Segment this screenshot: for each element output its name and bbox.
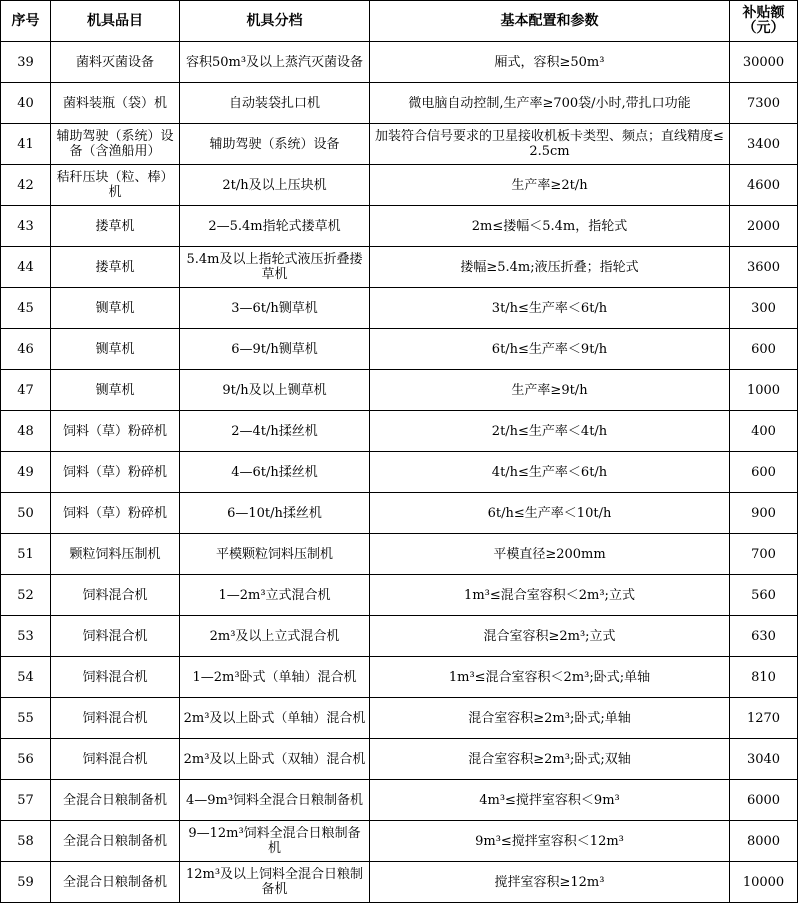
cell-config-text: 搅拌室容积≥12m³ — [494, 874, 605, 890]
cell-no — [1, 42, 51, 83]
cell-category — [180, 288, 370, 329]
cell-item — [51, 780, 180, 821]
cell-category-text: 1—2m³立式混合机 — [218, 587, 331, 603]
cell-config-text: 4t/h≤生产率＜6t/h — [491, 464, 608, 480]
cell-no — [1, 83, 51, 124]
cell-no — [1, 247, 51, 288]
cell-category — [180, 370, 370, 411]
table-row — [1, 42, 798, 83]
cell-config — [370, 821, 730, 862]
cell-item-text: 铡草机 — [95, 300, 135, 316]
cell-config-text: 厢式，容积≥50m³ — [494, 54, 605, 70]
cell-subsidy — [730, 42, 798, 83]
cell-config — [370, 83, 730, 124]
cell-config-text: 2t/h≤生产率＜4t/h — [491, 423, 608, 439]
cell-config-text: 微电脑自动控制,生产率≥700袋/小时,带扎口功能 — [408, 95, 691, 111]
cell-category — [180, 821, 370, 862]
cell-subsidy — [730, 165, 798, 206]
cell-category — [180, 247, 370, 288]
cell-item-text: 秸秆压块（粒、棒）机 — [56, 170, 174, 200]
cell-no-text: 45 — [17, 300, 34, 316]
cell-no-text: 47 — [17, 382, 34, 398]
cell-item-text: 搂草机 — [95, 218, 135, 234]
cell-no — [1, 739, 51, 780]
cell-category-text: 容积50m³及以上蒸汽灭菌设备 — [185, 54, 364, 70]
table-row — [1, 862, 798, 903]
cell-no-text: 53 — [17, 628, 34, 644]
cell-category-text: 12m³及以上饲料全混合日粮制备机 — [185, 867, 364, 897]
cell-config-text: 加装符合信号要求的卫星接收机板卡类型、频点；直线精度≤2.5cm — [375, 129, 724, 159]
cell-config — [370, 657, 730, 698]
cell-subsidy-text: 8000 — [746, 833, 781, 849]
cell-config — [370, 247, 730, 288]
cell-no-text: 44 — [17, 259, 34, 275]
cell-item — [51, 862, 180, 903]
cell-subsidy-text: 1270 — [746, 710, 781, 726]
table-row — [1, 247, 798, 288]
cell-subsidy — [730, 657, 798, 698]
cell-subsidy — [730, 452, 798, 493]
cell-subsidy — [730, 534, 798, 575]
cell-category — [180, 165, 370, 206]
cell-category-text: 1—2m³卧式（单轴）混合机 — [192, 669, 357, 685]
cell-subsidy-text: 3040 — [746, 751, 781, 767]
cell-config — [370, 370, 730, 411]
cell-subsidy — [730, 83, 798, 124]
cell-subsidy — [730, 780, 798, 821]
cell-category-text: 6—9t/h铡草机 — [231, 341, 318, 357]
cell-config-text: 6t/h≤生产率＜10t/h — [487, 505, 612, 521]
cell-item-text: 铡草机 — [95, 382, 135, 398]
cell-config — [370, 329, 730, 370]
table-row — [1, 411, 798, 452]
cell-no — [1, 165, 51, 206]
cell-category — [180, 780, 370, 821]
cell-category — [180, 83, 370, 124]
cell-item — [51, 616, 180, 657]
cell-config — [370, 575, 730, 616]
cell-no — [1, 124, 51, 165]
cell-no — [1, 452, 51, 493]
cell-no-text: 54 — [17, 669, 34, 685]
cell-no-text: 51 — [17, 546, 34, 562]
cell-subsidy — [730, 862, 798, 903]
cell-no-text: 40 — [17, 95, 34, 111]
cell-subsidy-text: 30000 — [742, 54, 785, 70]
cell-config — [370, 780, 730, 821]
cell-no-text: 46 — [17, 341, 34, 357]
cell-subsidy-text: 3400 — [746, 136, 781, 152]
cell-item — [51, 124, 180, 165]
cell-config — [370, 698, 730, 739]
cell-no — [1, 780, 51, 821]
table-row — [1, 206, 798, 247]
cell-category — [180, 657, 370, 698]
cell-no — [1, 206, 51, 247]
cell-subsidy-text: 300 — [751, 300, 776, 316]
cell-category-text: 2—4t/h揉丝机 — [231, 423, 318, 439]
cell-subsidy-text: 4600 — [746, 177, 781, 193]
cell-subsidy-text: 6000 — [746, 792, 781, 808]
cell-category-text: 5.4m及以上指轮式液压折叠搂草机 — [186, 252, 363, 282]
cell-subsidy-text: 700 — [751, 546, 776, 562]
cell-no — [1, 411, 51, 452]
cell-item-text: 菌料灭菌设备 — [75, 54, 154, 70]
cell-category-text: 4—9m³饲料全混合日粮制备机 — [185, 792, 364, 808]
cell-no — [1, 329, 51, 370]
cell-config — [370, 124, 730, 165]
cell-category-text: 2m³及以上卧式（双轴）混合机 — [183, 751, 366, 767]
cell-item-text: 饲料混合机 — [82, 587, 148, 603]
table-row — [1, 165, 798, 206]
cell-config — [370, 493, 730, 534]
cell-item-text: 饲料混合机 — [82, 751, 148, 767]
cell-no — [1, 370, 51, 411]
cell-item — [51, 821, 180, 862]
cell-item — [51, 42, 180, 83]
table-row — [1, 329, 798, 370]
cell-subsidy-text: 600 — [751, 341, 776, 357]
cell-category-text: 平模颗粒饲料压制机 — [215, 546, 333, 562]
table-row — [1, 616, 798, 657]
cell-category-text: 9—12m³饲料全混合日粮制备机 — [188, 826, 361, 856]
cell-no — [1, 616, 51, 657]
cell-category — [180, 206, 370, 247]
cell-config — [370, 534, 730, 575]
cell-subsidy — [730, 411, 798, 452]
cell-category — [180, 329, 370, 370]
cell-category-text: 2m³及以上卧式（单轴）混合机 — [183, 710, 366, 726]
cell-config — [370, 206, 730, 247]
cell-item — [51, 575, 180, 616]
table-body — [1, 42, 798, 903]
cell-item — [51, 206, 180, 247]
cell-no-text: 41 — [17, 136, 34, 152]
cell-no — [1, 698, 51, 739]
cell-config — [370, 452, 730, 493]
cell-item — [51, 329, 180, 370]
cell-item-text: 饲料混合机 — [82, 628, 148, 644]
cell-category — [180, 575, 370, 616]
cell-item — [51, 657, 180, 698]
cell-subsidy — [730, 206, 798, 247]
table-header — [1, 1, 798, 42]
cell-item — [51, 165, 180, 206]
cell-subsidy-text: 2000 — [746, 218, 781, 234]
cell-config-text: 1m³≤混合室容积＜2m³;卧式;单轴 — [448, 669, 651, 685]
cell-item — [51, 370, 180, 411]
cell-config — [370, 42, 730, 83]
cell-item-text: 饲料（草）粉碎机 — [62, 423, 167, 439]
cell-subsidy-text: 1000 — [746, 382, 781, 398]
cell-subsidy-text: 810 — [751, 669, 776, 685]
cell-category — [180, 411, 370, 452]
table-row — [1, 657, 798, 698]
cell-no — [1, 575, 51, 616]
table-row — [1, 452, 798, 493]
cell-no-text: 39 — [17, 54, 34, 70]
header-item: 机具品目 — [51, 1, 180, 42]
cell-config — [370, 739, 730, 780]
cell-no-text: 43 — [17, 218, 34, 234]
table-row — [1, 739, 798, 780]
cell-config — [370, 862, 730, 903]
cell-no-text: 48 — [17, 423, 34, 439]
cell-no-text: 55 — [17, 710, 34, 726]
cell-no-text: 50 — [17, 505, 34, 521]
cell-category-text: 2t/h及以上压块机 — [222, 177, 327, 193]
cell-config-text: 9m³≤搅拌室容积＜12m³ — [475, 833, 624, 849]
cell-item — [51, 83, 180, 124]
cell-subsidy — [730, 698, 798, 739]
cell-subsidy-text: 400 — [751, 423, 776, 439]
cell-subsidy — [730, 821, 798, 862]
cell-category — [180, 124, 370, 165]
cell-subsidy-text: 630 — [751, 628, 776, 644]
cell-config — [370, 411, 730, 452]
cell-item — [51, 411, 180, 452]
cell-no — [1, 493, 51, 534]
cell-item-text: 菌料装瓶（袋）机 — [62, 95, 167, 111]
cell-category-text: 辅助驾驶（系统）设备 — [209, 136, 340, 152]
table-row — [1, 575, 798, 616]
table-row — [1, 493, 798, 534]
cell-subsidy-text: 3600 — [746, 259, 781, 275]
table-row — [1, 780, 798, 821]
cell-item — [51, 698, 180, 739]
cell-item-text: 全混合日粮制备机 — [62, 833, 167, 849]
cell-category — [180, 452, 370, 493]
cell-subsidy-text: 600 — [751, 464, 776, 480]
cell-config-text: 生产率≥2t/h — [511, 177, 588, 193]
cell-config-text: 搂幅≥5.4m;液压折叠；指轮式 — [460, 259, 639, 275]
cell-category — [180, 493, 370, 534]
cell-no — [1, 534, 51, 575]
cell-no — [1, 288, 51, 329]
header-config: 基本配置和参数 — [370, 1, 730, 42]
cell-subsidy — [730, 288, 798, 329]
cell-subsidy-text: 7300 — [746, 95, 781, 111]
cell-subsidy-text: 900 — [751, 505, 776, 521]
cell-no-text: 59 — [17, 874, 34, 890]
cell-config-text: 混合室容积≥2m³;立式 — [483, 628, 616, 644]
cell-no-text: 52 — [17, 587, 34, 603]
cell-item — [51, 493, 180, 534]
cell-config-text: 2m≤搂幅＜5.4m，指轮式 — [471, 218, 628, 234]
cell-category — [180, 616, 370, 657]
cell-item-text: 饲料（草）粉碎机 — [62, 464, 167, 480]
cell-item-text: 全混合日粮制备机 — [62, 792, 167, 808]
cell-subsidy-text: 10000 — [742, 874, 785, 890]
cell-subsidy — [730, 616, 798, 657]
cell-item-text: 饲料（草）粉碎机 — [62, 505, 167, 521]
table-row — [1, 534, 798, 575]
cell-subsidy — [730, 124, 798, 165]
cell-subsidy — [730, 329, 798, 370]
cell-category-text: 自动装袋扎口机 — [228, 95, 320, 111]
cell-category — [180, 698, 370, 739]
cell-category — [180, 862, 370, 903]
cell-no — [1, 821, 51, 862]
cell-config-text: 平模直径≥200mm — [493, 546, 606, 562]
cell-category — [180, 739, 370, 780]
cell-subsidy — [730, 575, 798, 616]
cell-no-text: 56 — [17, 751, 34, 767]
cell-item-text: 辅助驾驶（系统）设备（含渔船用） — [56, 129, 174, 159]
cell-item — [51, 288, 180, 329]
cell-category-text: 4—6t/h揉丝机 — [231, 464, 318, 480]
header-subsidy: 补贴额（元） — [730, 1, 798, 42]
cell-item-text: 全混合日粮制备机 — [62, 874, 167, 890]
cell-item-text: 饲料混合机 — [82, 710, 148, 726]
cell-item-text: 铡草机 — [95, 341, 135, 357]
cell-no — [1, 657, 51, 698]
table-row — [1, 288, 798, 329]
cell-no-text: 58 — [17, 833, 34, 849]
table-row — [1, 124, 798, 165]
cell-category-text: 2m³及以上立式混合机 — [209, 628, 340, 644]
cell-config-text: 混合室容积≥2m³;卧式;双轴 — [468, 751, 631, 767]
cell-item-text: 颗粒饲料压制机 — [69, 546, 161, 562]
cell-config-text: 3t/h≤生产率＜6t/h — [491, 300, 608, 316]
cell-subsidy-text: 560 — [751, 587, 776, 603]
header-row — [1, 1, 798, 42]
header-no: 序号 — [1, 1, 51, 42]
cell-no — [1, 862, 51, 903]
cell-category-text: 6—10t/h揉丝机 — [227, 505, 322, 521]
cell-config — [370, 616, 730, 657]
cell-config-text: 混合室容积≥2m³;卧式;单轴 — [468, 710, 631, 726]
cell-config-text: 4m³≤搅拌室容积＜9m³ — [479, 792, 620, 808]
table-row — [1, 698, 798, 739]
cell-subsidy — [730, 739, 798, 780]
cell-category-text: 3—6t/h铡草机 — [231, 300, 318, 316]
cell-item — [51, 739, 180, 780]
cell-no-text: 57 — [17, 792, 34, 808]
cell-item-text: 搂草机 — [95, 259, 135, 275]
cell-subsidy — [730, 247, 798, 288]
cell-category-text: 2—5.4m指轮式搂草机 — [208, 218, 341, 234]
table-row — [1, 370, 798, 411]
cell-item — [51, 452, 180, 493]
table-row — [1, 83, 798, 124]
cell-no-text: 49 — [17, 464, 34, 480]
cell-config — [370, 288, 730, 329]
cell-no-text: 42 — [17, 177, 34, 193]
cell-config — [370, 165, 730, 206]
cell-config-text: 生产率≥9t/h — [511, 382, 588, 398]
cell-subsidy — [730, 493, 798, 534]
cell-category — [180, 534, 370, 575]
cell-item-text: 饲料混合机 — [82, 669, 148, 685]
cell-category-text: 9t/h及以上铡草机 — [222, 382, 327, 398]
cell-config-text: 1m³≤混合室容积＜2m³;立式 — [464, 587, 635, 603]
cell-item — [51, 534, 180, 575]
header-category: 机具分档 — [180, 1, 370, 42]
table-row — [1, 821, 798, 862]
cell-item — [51, 247, 180, 288]
cell-category — [180, 42, 370, 83]
cell-config-text: 6t/h≤生产率＜9t/h — [491, 341, 608, 357]
cell-subsidy — [730, 370, 798, 411]
